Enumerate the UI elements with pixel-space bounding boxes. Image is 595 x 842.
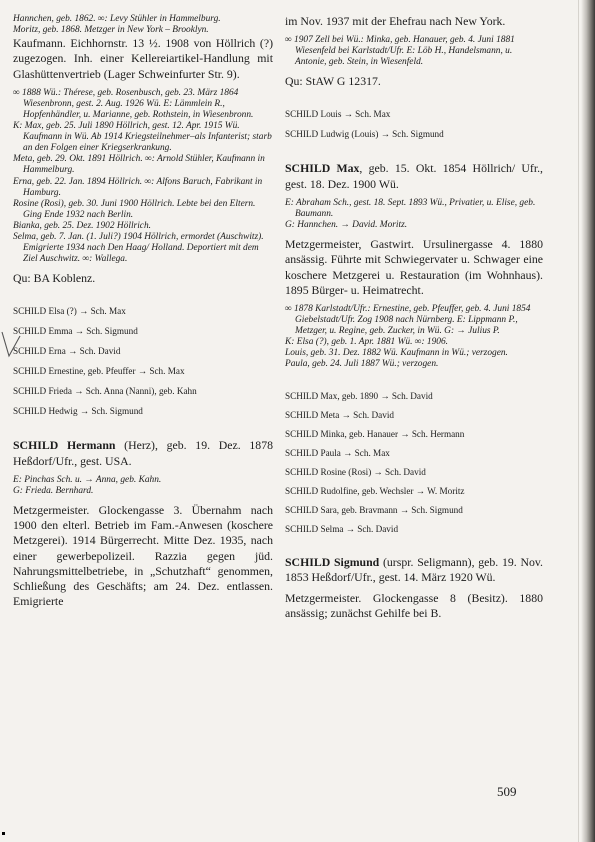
cross-ref: SCHILD Hedwig → Sch. Sigmund bbox=[13, 406, 143, 417]
family-ref-6: Bianka, geb. 25. Dez. 1902 Höllrich. bbox=[13, 220, 152, 231]
cross-ref: SCHILD Emma → Sch. Sigmund bbox=[13, 326, 138, 337]
handwritten-check-mark bbox=[0, 330, 22, 360]
max-family-ref-4: Paula, geb. 24. Juli 1887 Wü.; verzogen. bbox=[285, 359, 439, 370]
max-family-ref-3: Louis, geb. 31. Dez. 1882 Wü. Kaufmann in Wü.; verzogen. bbox=[285, 348, 508, 359]
entry-name-max: SCHILD Max bbox=[285, 161, 360, 176]
left-column bbox=[13, 14, 273, 609]
entry-name-sigmund: SCHILD Sigmund bbox=[285, 554, 380, 569]
max-family-ref-1: ∞ 1878 Karlstadt/Ufr.: Ernestine, geb. Pfeuffer, geb. 4. Juni 1854 Giebelstadt/Ufr. Zog 1908 nach Nürnberg. E: Lippmann P., Metzger, u. Regine, geb. Zucker, in Wü. G: → Julius P. bbox=[285, 303, 531, 337]
family-ref-5: Rosine (Rosi), geb. 30. Juni 1900 Höllrich. Lebte bei den Eltern. Ging Ende 1932 nach Berlin. bbox=[13, 198, 256, 220]
entry-header-max: , geb. 15. Okt. 1854 Höllrich/ Ufr., gest. 18. Dez. 1900 Wü. bbox=[285, 161, 544, 191]
cross-ref: SCHILD Erna → Sch. David bbox=[13, 346, 121, 357]
cross-ref: SCHILD Ludwig (Louis) → Sch. Sigmund bbox=[285, 129, 444, 140]
page-number: 509 bbox=[497, 784, 517, 799]
cross-ref: SCHILD Ernestine, geb. Pfeuffer → Sch. Max bbox=[13, 366, 185, 377]
max-ref-2: G: Hannchen. → David. Moritz. bbox=[285, 220, 408, 231]
family-ref-1: ∞ 1888 Wü.: Thérese, geb. Rosenbusch, geb. 23. März 1864 Wiesenbronn, gest. 2. Aug. 1926 Wü. E: Lämmlein R., Hopfenhändler, u. Marianne, geb. Rothstein, in Wiesenbronn. bbox=[13, 87, 254, 120]
intro-ref-1: Hannchen, geb. 1862. ∞: Levy Stühler in Hammelburg. bbox=[13, 14, 221, 24]
entry-header-hermann: (Herz), geb. 19. Dez. 1878 Heßdorf/Ufr., gest. USA. bbox=[13, 438, 273, 468]
cross-ref: SCHILD Rosine (Rosi) → Sch. David bbox=[285, 466, 426, 477]
entry-heading-max bbox=[285, 161, 543, 191]
cross-ref: SCHILD Meta → Sch. David bbox=[285, 409, 394, 420]
entry-heading-sigmund bbox=[285, 555, 543, 585]
hermann-ref-1: E: Pinchas Sch. u. → Anna, geb. Kahn. bbox=[13, 474, 162, 485]
max-ref-1: E: Abraham Sch., gest. 18. Sept. 1893 Wü., Privatier, u. Elise, geb. Baumann. bbox=[285, 197, 536, 219]
book-spine-shadow bbox=[581, 0, 595, 842]
cross-ref: SCHILD Rudolfine, geb. Wechsler → W. Moritz bbox=[285, 485, 465, 496]
intro-ref-2: Moritz, geb. 1868. Metzger in New York – Brooklyn. bbox=[13, 25, 209, 36]
cross-ref: SCHILD Minka, geb. Hanauer → Sch. Hermann bbox=[285, 428, 465, 439]
cross-ref: SCHILD Sara, geb. Bravmann → Sch. Sigmund bbox=[285, 504, 463, 515]
sigmund-text: Metzgermeister. Glockengasse 8 (Besitz). 1880 ansässig; zunächst Gehilfe bei B. bbox=[285, 590, 543, 621]
hermann-ref-2: G: Frieda. Bernhard. bbox=[13, 485, 94, 496]
cross-ref: SCHILD Selma → Sch. David bbox=[285, 523, 399, 534]
cross-ref: SCHILD Louis → Sch. Max bbox=[285, 109, 391, 120]
continued-ref: ∞ 1907 Zell bei Wü.: Minka, geb. Hanauer, geb. 4. Juni 1881 Wiesenfeld bei Karlstadt/Ufr. E: Löb H., Handelsmann, u. Antonie, geb. Stein, in Wiesenfeld. bbox=[285, 35, 515, 68]
cross-ref: SCHILD Frieda → Sch. Anna (Nanni), geb. Kahn bbox=[13, 386, 197, 397]
family-ref-7: Selma, geb. 7. Jan. (1. Juli?) 1904 Höllrich, ermordet (Auschwitz). Emigrierte 1934 nach Den Haag/ Holland. Deportiert mit dem Ziel Auschwitz. ∞: Wallega. bbox=[13, 232, 264, 265]
cross-ref: SCHILD Max, geb. 1890 → Sch. David bbox=[285, 390, 433, 401]
max-text: Metzgermeister, Gastwirt. Ursulinergasse 4. 1880 ansässig. Führte mit Schwiegervater u. Schwager eine koschere Metzgerei u. Restauration (im Wohnhaus). 1895 Bürger- u. Heimatrecht. bbox=[285, 237, 543, 297]
family-ref-3: Meta, geb. 29. Okt. 1891 Höllrich. ∞: Arnold Stühler, Kaufmann in Hammelburg. bbox=[13, 154, 265, 176]
entry-name-hermann: SCHILD Hermann bbox=[13, 438, 116, 453]
entry-header-sigmund: (urspr. Seligmann), geb. 19. Nov. 1853 Heßdorf/Ufr., gest. 14. März 1920 Wü. bbox=[285, 554, 543, 584]
family-ref-4: Erna, geb. 22. Jan. 1894 Höllrich. ∞: Alfons Baruch, Fabrikant in Hamburg. bbox=[13, 176, 263, 198]
scan-speck bbox=[2, 832, 5, 835]
cross-ref: SCHILD Paula → Sch. Max bbox=[285, 447, 390, 458]
max-family-ref-2: K: Elsa (?), geb. 1. Apr. 1881 Wü. ∞: 1906. bbox=[285, 337, 449, 348]
hermann-text: Metzgermeister. Glockengasse 3. Übernahm nach 1900 den elterl. Betrieb im Fam.-Anwesen (koschere Metzgerei). 1914 Bürgerrecht. Mitte Dez. 1935, nach einer gewerbepolizeil. Razzia gegen jüd. Nahrungsmittelbetriebe, in „Schutzhaft“ genommen, Schließung des Geschäfts; am 24. Dez. entlassen. Emigrierte bbox=[13, 502, 273, 609]
cross-ref: SCHILD Elsa (?) → Sch. Max bbox=[13, 306, 126, 317]
family-ref-2: K: Max, geb. 25. Juli 1890 Höllrich, gest. 12. Apr. 1915 Wü. Kaufmann in Wü. Ab 1914 Kriegsteilnehmer–als Infanterist; starb an den Folgen einer Kriegserkrankung. bbox=[13, 121, 272, 154]
right-column bbox=[285, 14, 543, 621]
source-right: Qu: StAW G 12317. bbox=[285, 74, 381, 89]
entry-heading-hermann bbox=[13, 438, 273, 468]
continued-text: im Nov. 1937 mit der Ehefrau nach New York. bbox=[285, 14, 506, 28]
source-left: Qu: BA Koblenz. bbox=[13, 271, 96, 286]
page-fold-line bbox=[578, 0, 579, 842]
intro-text: Kaufmann. Eichhornstr. 13 ½. 1908 von Höllrich (?) zugezogen. Inh. einer Kellereiartikel-Handlung mit Glashüttenvertrieb (Lager Schweinfurter Str. 9). bbox=[13, 36, 273, 81]
